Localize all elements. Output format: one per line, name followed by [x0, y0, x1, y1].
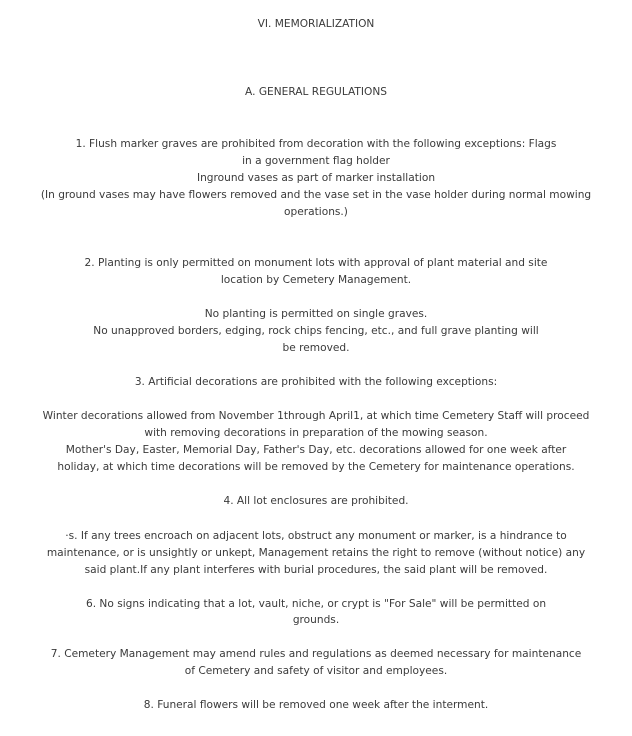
rule-1-line-4: (In ground vases may have flowers removed and the vase set in the vase holder during normal mowing	[40, 189, 592, 201]
rule-1-line-5: operations.)	[284, 206, 348, 218]
rule-4-line-1: 4. All lot enclosures are prohibited.	[223, 495, 409, 507]
rule-6-line-1: 6. No signs indicating that a lot, vault, niche, or crypt is "For Sale" will be permitted on	[85, 598, 547, 610]
rule-2-line-5: be removed.	[282, 342, 350, 354]
rule-5-line-2: maintenance, or is unsightly or unkept, Management retains the right to remove (without notice) any	[46, 547, 586, 559]
rule-1-line-3: Inground vases as part of marker installation	[196, 172, 436, 184]
section-heading: A. GENERAL REGULATIONS	[245, 86, 387, 98]
rule-2-line-2: location by Cemetery Management.	[220, 274, 412, 286]
rule-1-line-1: 1. Flush marker graves are prohibited from decoration with the following exceptions: Flags	[75, 138, 557, 150]
rule-3-line-3: with removing decorations in preparation of the mowing season.	[144, 427, 488, 439]
rule-3-line-1: 3. Artificial decorations are prohibited with the following exceptions:	[134, 376, 498, 388]
rule-3-line-2: Winter decorations allowed from November 1through April1, at which time Cemetery Staff will proceed	[42, 410, 590, 422]
rule-2-line-3: No planting is permitted on single graves.	[204, 308, 428, 320]
rule-5-line-1: ·s. If any trees encroach on adjacent lots, obstruct any monument or marker, is a hindrance to	[65, 530, 567, 542]
rule-6-line-2: grounds.	[292, 614, 340, 626]
rule-2-line-4: No unapproved borders, edging, rock chips fencing, etc., and full grave planting will	[93, 325, 539, 337]
rule-3-line-5: holiday, at which time decorations will be removed by the Cemetery for maintenance operations.	[57, 461, 575, 473]
rule-3-line-4: Mother's Day, Easter, Memorial Day, Father's Day, etc. decorations allowed for one week after	[65, 444, 567, 456]
page-title: VI. MEMORIALIZATION	[257, 18, 375, 30]
rule-2-line-1: 2. Planting is only permitted on monument lots with approval of plant material and site	[84, 257, 548, 269]
rule-1-line-2: in a government flag holder	[242, 155, 390, 167]
rule-8-line-1: 8. Funeral flowers will be removed one week after the interment.	[143, 699, 489, 711]
rule-7-line-2: of Cemetery and safety of visitor and employees.	[184, 665, 448, 677]
rule-7-line-1: 7. Cemetery Management may amend rules and regulations as deemed necessary for maintenance	[50, 648, 582, 660]
rule-5-line-3: said plant.If any plant interferes with burial procedures, the said plant will be removed.	[84, 564, 548, 576]
